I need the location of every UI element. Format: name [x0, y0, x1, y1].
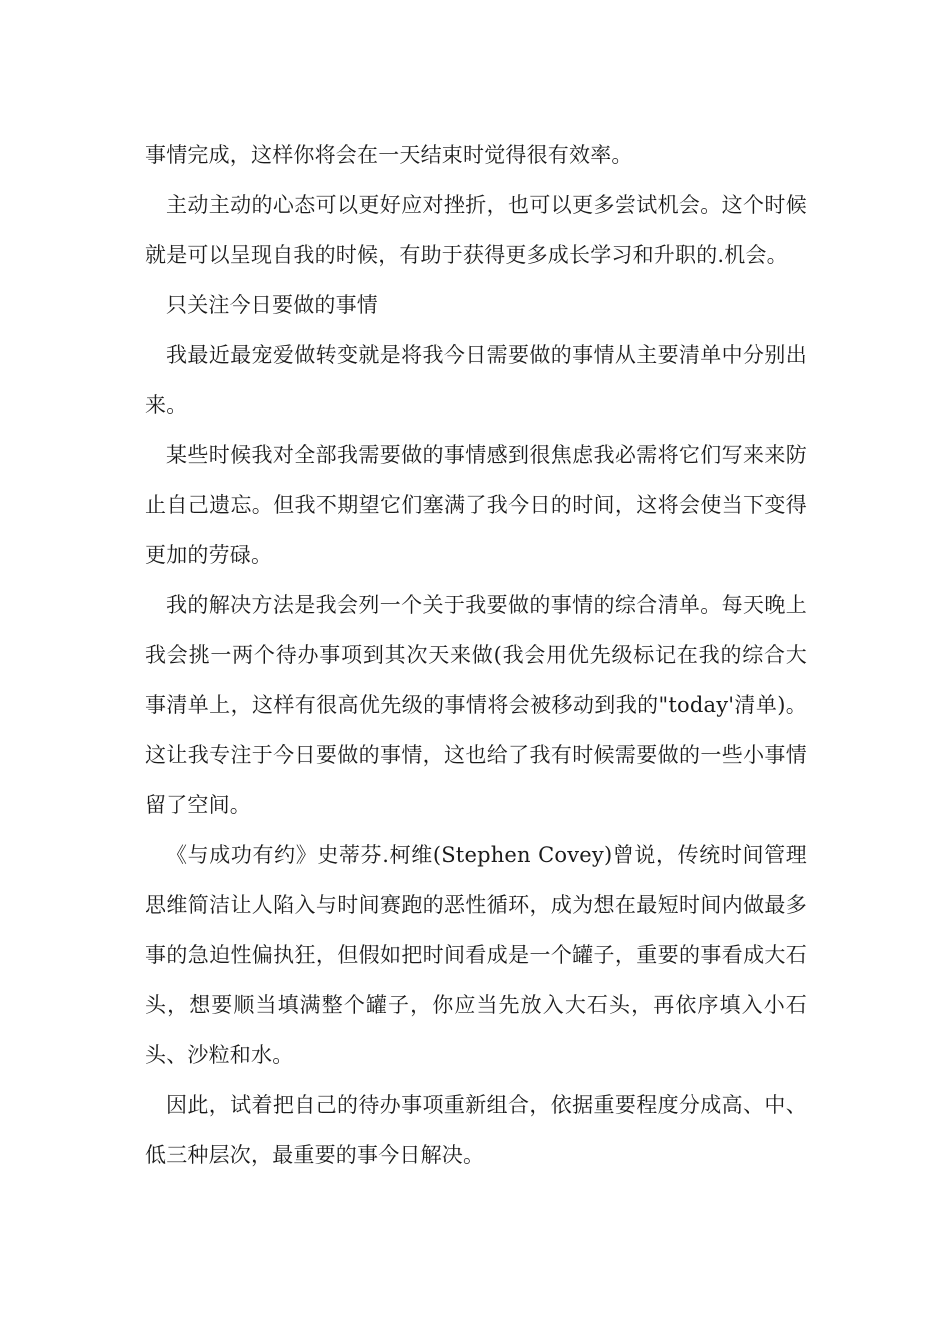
section-heading: 只关注今日要做的事情 [166, 293, 378, 317]
document-body [145, 130, 807, 1180]
paragraph-1: 事情完成，这样你将会在一天结束时觉得很有效率。 [145, 143, 633, 167]
paragraph-6: 《与成功有约》史蒂芬.柯维(Stephen Covey)曾说，传统时间管理思维简洁让人陷入与时间赛跑的恶性循环，成为想在最短时间内做最多事的急迫性偏执狂，但假如把时间看成是一个罐子，重要的事看成大石头，想要顺当填满整个罐子，你应当先放入大石头，再依序填入小石头、沙粒和水。 [145, 843, 807, 1067]
paragraph-2: 主动主动的心态可以更好应对挫折，也可以更多尝试机会。这个时候就是可以呈现自我的时候，有助于获得更多成长学习和升职的.机会。 [145, 193, 807, 267]
paragraph-7: 因此，试着把自己的待办事项重新组合，依据重要程度分成高、中、低三种层次，最重要的事今日解决。 [145, 1093, 807, 1167]
paragraph-3: 我最近最宠爱做转变就是将我今日需要做的事情从主要清单中分别出来。 [145, 343, 807, 417]
paragraph-5: 我的解决方法是我会列一个关于我要做的事情的综合清单。每天晚上我会挑一两个待办事项到其次天来做(我会用优先级标记在我的综合大事清单上，这样有很高优先级的事情将会被移动到我的"today'清单)。这让我专注于今日要做的事情，这也给了我有时候需要做的一些小事情留了空间。 [145, 593, 807, 817]
paragraph-4: 某些时候我对全部我需要做的事情感到很焦虑我必需将它们写来来防止自己遗忘。但我不期望它们塞满了我今日的时间，这将会使当下变得更加的劳碌。 [145, 443, 807, 567]
